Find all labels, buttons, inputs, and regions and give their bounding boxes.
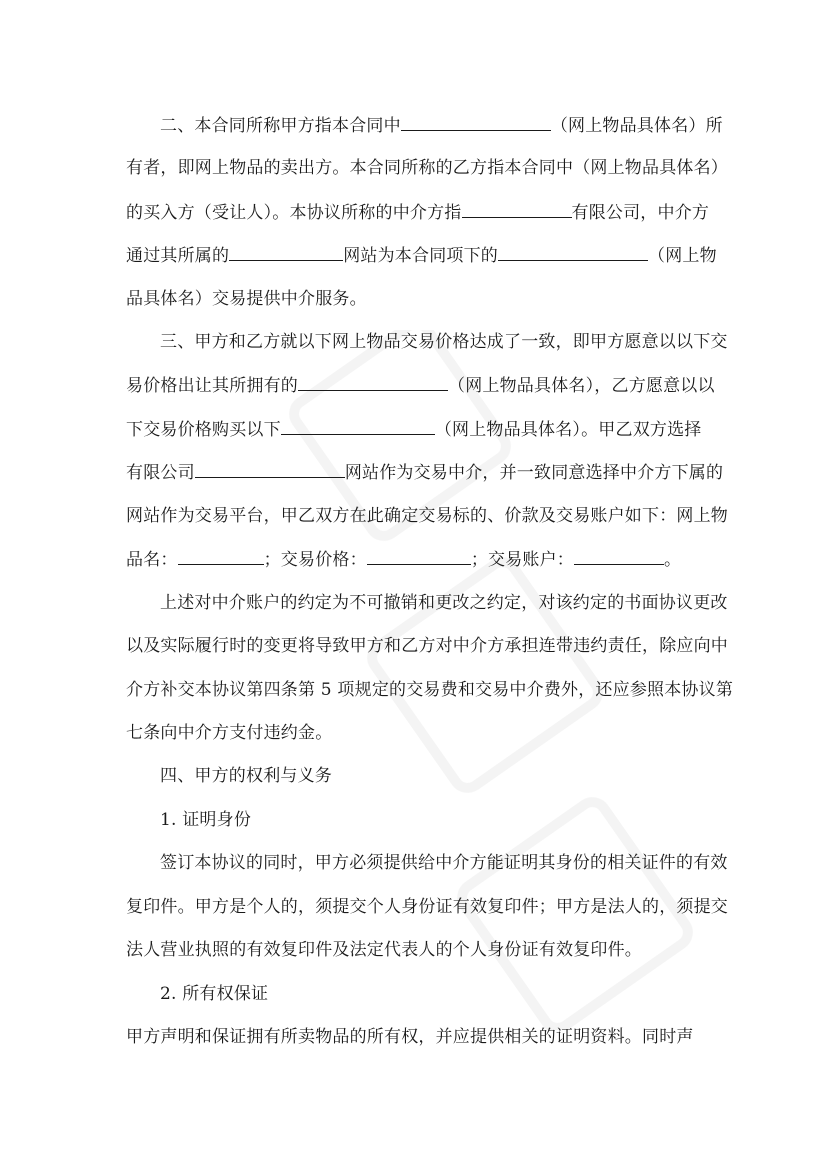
text: 网站作为交易平台，甲乙双方在此确定交易标的、价款及交易账户如下：网上物 <box>126 506 728 526</box>
text: 有者，即网上物品的卖出方。本合同所称的乙方指本合同中（网上物品具体名） <box>126 158 728 178</box>
text: 七条向中介方支付违约金。 <box>126 723 333 743</box>
subheading-2 <box>160 983 268 1005</box>
para4-line4 <box>126 722 332 744</box>
text: （网上物品具体名）。甲乙双方选择 <box>434 420 702 440</box>
text: 复印件。甲方是个人的，须提交个人身份证有效复印件；甲方是法人的，须提交 <box>126 897 728 917</box>
para4-line3 <box>126 679 733 701</box>
para3-line6 <box>126 548 681 571</box>
text: 。 <box>664 550 682 570</box>
text: 品具体名）交易提供中介服务。 <box>126 289 367 309</box>
para3-line2 <box>126 374 715 397</box>
text: 下交易价格购买以下 <box>126 420 281 440</box>
para5-line1 <box>160 852 728 874</box>
blank-field <box>462 201 572 218</box>
para3-line1 <box>160 331 728 353</box>
text: （网上物品具体名），乙方愿意以以 <box>448 376 715 396</box>
text: 甲方声明和保证拥有所卖物品的所有权，并应提供相关的证明资料。同时声 <box>126 1027 694 1047</box>
para5-line2 <box>126 896 728 918</box>
para4-line1 <box>160 592 728 614</box>
para2-line1 <box>160 114 723 137</box>
text: 网站作为交易中介，并一致同意选择中介方下属的 <box>344 463 724 483</box>
para5-line3 <box>126 939 642 961</box>
text: 有限公司 <box>126 463 195 483</box>
text: 四、甲方的权利与义务 <box>160 766 332 786</box>
text: 三、甲方和乙方就以下网上物品交易价格达成了一致，即甲方愿意以以下交 <box>160 332 728 352</box>
text: （网上物 <box>648 246 717 266</box>
para4-line2 <box>126 635 728 657</box>
para3-line4 <box>126 461 723 484</box>
para6-line1 <box>126 1026 694 1048</box>
text: 的买入方（受让人）。本协议所称的中介方指 <box>126 203 462 223</box>
para2-line3 <box>126 201 709 224</box>
text: ；交易价格： <box>263 550 367 570</box>
section-heading-4 <box>160 765 332 787</box>
para2-line5 <box>126 288 367 310</box>
text: 网站为本合同项下的 <box>343 246 499 266</box>
text: 法人营业执照的有效复印件及法定代表人的个人身份证有效复印件。 <box>126 940 642 960</box>
blank-field <box>401 114 551 131</box>
blank-field <box>229 244 343 261</box>
para3-line3 <box>126 418 702 441</box>
text: 易价格出让其所拥有的 <box>126 376 298 396</box>
para2-line4 <box>126 244 717 267</box>
text: 介方补交本协议第四条第 5 项规定的交易费和交易中介费外，还应参照本协议第 <box>126 680 734 700</box>
blank-field <box>298 374 448 391</box>
text: 以及实际履行时的变更将导致甲方和乙方对中介方承担连带违约责任，除应向中 <box>126 636 728 656</box>
text: （网上物品具体名）所 <box>550 116 723 136</box>
text: 通过其所属的 <box>126 246 230 266</box>
blank-field <box>367 548 471 565</box>
para3-line5 <box>126 505 728 527</box>
blank-field <box>178 548 264 565</box>
blank-field <box>281 418 435 435</box>
blank-field <box>574 548 664 565</box>
subheading-1 <box>160 809 251 831</box>
para2-line2 <box>126 157 728 179</box>
text: 上述对中介账户的约定为不可撤销和更改之约定，对该约定的书面协议更改 <box>160 593 728 613</box>
text: ；交易账户： <box>470 550 575 570</box>
text: 二、本合同所称甲方指本合同中 <box>160 116 401 136</box>
blank-field <box>195 461 345 478</box>
text: 有限公司，中介方 <box>571 203 710 223</box>
text: 签订本协议的同时，甲方必须提供给中介方能证明其身份的相关证件的有效 <box>160 853 728 873</box>
text: 品名： <box>126 550 178 570</box>
text: 1. 证明身份 <box>160 810 252 830</box>
blank-field <box>498 244 648 261</box>
text: 2. 所有权保证 <box>160 984 269 1004</box>
